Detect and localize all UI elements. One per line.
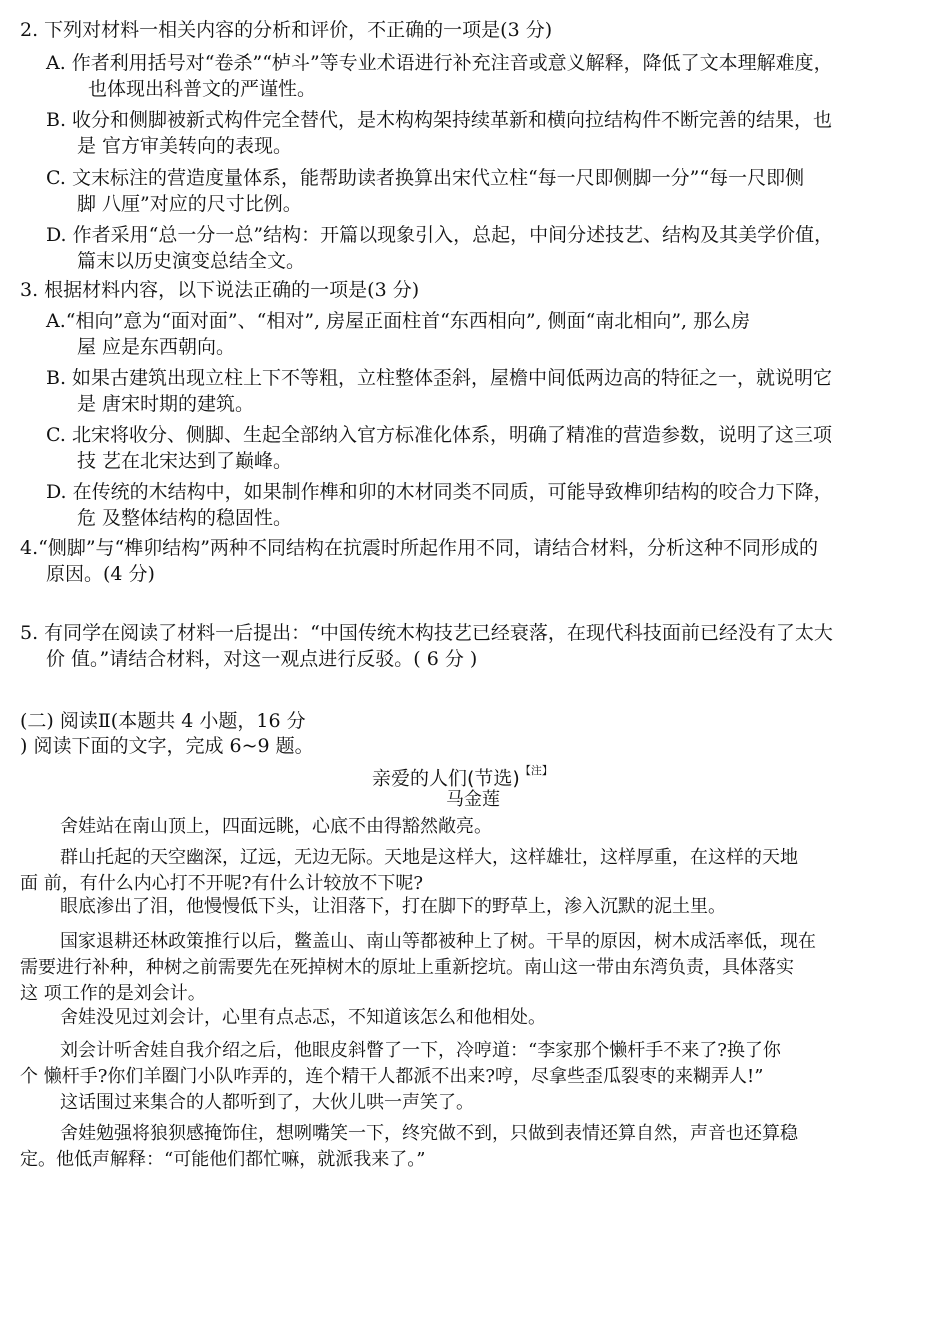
q3-stem: 3. 根据材料内容，以下说法正确的一项是(3 分)	[20, 279, 420, 301]
article-author: 马金莲	[446, 789, 500, 810]
paragraph-4-line1: 国家退耕还林政策推行以后，鳖盖山、南山等都被种上了树。干旱的原因，树木成活率低，现在	[60, 931, 816, 952]
q2-option-a-line1: A. 作者利用括号对“卷杀”“栌斗”等专业术语进行补充注音或意义解释，降低了文本理解难度，	[46, 52, 833, 74]
paragraph-5: 舍娃没见过刘会计，心里有点忐忑，不知道该怎么和他相处。	[60, 1007, 546, 1028]
paragraph-2-line2: 面 前，有什么内心打不开呢?有什么计较放不下呢?	[20, 873, 424, 894]
q3-option-c-line1: C. 北宋将收分、侧脚、生起全部纳入官方标准化体系，明确了精准的营造参数，说明了这三项	[46, 424, 832, 446]
paragraph-4-line2: 需要进行补种，种树之前需要先在死掉树木的原址上重新挖坑。南山这一带由东湾负责，具体落实	[20, 957, 794, 978]
q2-option-d-line1: D. 作者采用“总一分一总”结构：开篇以现象引入，总起，中间分述技艺、结构及其美学价值，	[46, 224, 834, 246]
q2-option-c-line2: 脚 八厘”对应的尺寸比例。	[77, 193, 302, 215]
q2-stem: 2. 下列对材料一相关内容的分析和评价，不正确的一项是(3 分)	[20, 19, 553, 41]
paragraph-8-line2: 定。他低声解释：“可能他们都忙嘛，就派我来了。”	[20, 1149, 426, 1170]
paragraph-8-line1: 舍娃勉强将狼狈感掩饰住，想咧嘴笑一下，终究做不到，只做到表情还算自然，声音也还算稳	[60, 1123, 798, 1144]
article-title-text: 亲爱的人们(节选)	[372, 767, 520, 790]
q3-option-b-line2: 是 唐宋时期的建筑。	[77, 393, 255, 415]
q5-line1: 5. 有同学在阅读了材料一后提出：“中国传统木构技艺已经衰落，在现代科技面前已经没有了太大	[20, 622, 833, 644]
q3-option-a-line1: A.“相向”意为“面对面”、“相对”, 房屋正面柱首“东西相向”, 侧面“南北相向”, 那么房	[46, 310, 751, 332]
q4-line1: 4.“侧脚”与“榫卯结构”两种不同结构在抗震时所起作用不同，请结合材料，分析这种不同形成的	[20, 537, 818, 559]
q4-line2: 原因。(4 分)	[46, 563, 155, 585]
paragraph-6-line1: 刘会计听舍娃自我介绍之后，他眼皮斜瞥了一下，冷哼道：“李家那个懒杆手不来了?换了你	[60, 1040, 781, 1061]
section-heading-line2: ) 阅读下面的文字，完成 6~9 题。	[20, 735, 314, 757]
paragraph-1: 舍娃站在南山顶上，四面远眺，心底不由得豁然敞亮。	[60, 816, 492, 837]
q3-option-b-line1: B. 如果古建筑出现立柱上下不等粗，立柱整体歪斜，屋檐中间低两边高的特征之一，就说明它	[46, 367, 833, 389]
paragraph-3: 眼底渗出了泪，他慢慢低下头，让泪落下，打在脚下的野草上，渗入沉默的泥土里。	[60, 896, 726, 917]
paragraph-6-line2: 个 懒杆手?你们羊圈门小队咋弄的，连个精干人都派不出来?哼，尽拿些歪瓜裂枣的来糊弄人!”	[20, 1066, 764, 1087]
q3-option-c-line2: 技 艺在北宋达到了巅峰。	[77, 450, 293, 472]
q3-option-d-line2: 危 及整体结构的稳固性。	[77, 507, 293, 529]
q3-option-a-line2: 屋 应是东西朝向。	[77, 336, 236, 358]
article-title	[372, 762, 553, 790]
q2-option-b-line1: B. 收分和侧脚被新式构件完全替代，是木构构架持续革新和横向拉结构件不断完善的结果，也	[46, 109, 833, 131]
article-note-marker: 【注】	[519, 764, 553, 777]
q3-option-d-line1: D. 在传统的木结构中，如果制作榫和卯的木材同类不同质，可能导致榫卯结构的咬合力下降，	[46, 481, 833, 503]
section-heading-line1: (二) 阅读Ⅱ(本题共 4 小题，16 分	[20, 710, 306, 732]
q2-option-d-line2: 篇末以历史演变总结全文。	[77, 250, 306, 272]
q2-option-b-line2: 是 官方审美转向的表现。	[77, 135, 293, 157]
q5-line2: 价 值。”请结合材料，对这一观点进行反驳。( 6 分 )	[46, 648, 478, 670]
paragraph-2-line1: 群山托起的天空幽深，辽远，无边无际。天地是这样大，这样雄壮，这样厚重，在这样的天地	[60, 847, 798, 868]
paragraph-7: 这话围过来集合的人都听到了，大伙儿哄一声笑了。	[60, 1092, 474, 1113]
q2-option-c-line1: C. 文末标注的营造度量体系，能帮助读者换算出宋代立柱“每一尺即侧脚一分”“每一尺即侧	[46, 167, 805, 189]
q2-option-a-line2: 也体现出科普文的严谨性。	[88, 78, 317, 100]
paragraph-4-line3: 这 项工作的是刘会计。	[20, 983, 206, 1004]
